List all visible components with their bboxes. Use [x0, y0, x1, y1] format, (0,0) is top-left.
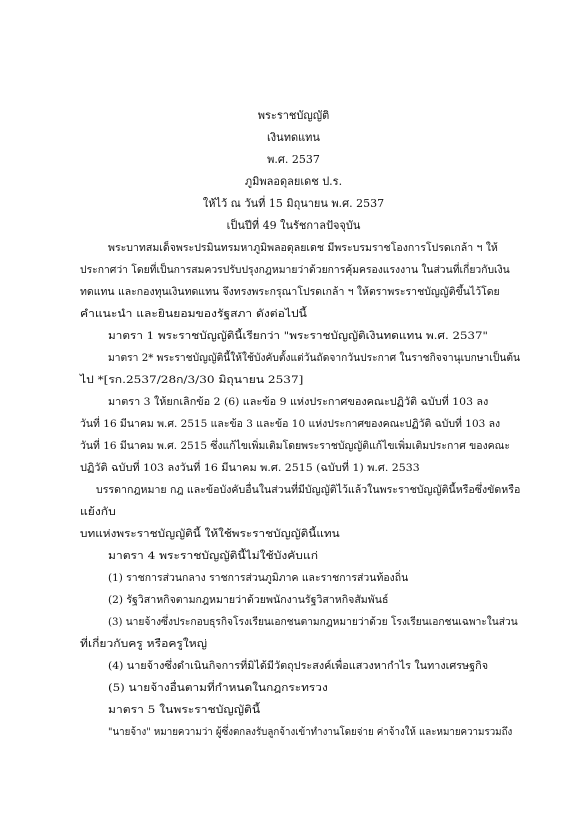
body-line: (5) นายจ้างอื่นตามที่กำหนดในกฎกระทรวง [108, 682, 328, 694]
body-line: ที่เกี่ยวกับครู หรือครูใหญ่ [80, 638, 208, 650]
body-line: วันที่ 16 มีนาคม พ.ศ. 2515 และข้อ 3 และข้อ 10 แห่งประกาศของคณะปฏิวัติ ฉบับที่ 103 ลง [80, 418, 501, 430]
body-line: บรรดากฎหมาย กฎ และข้อบังคับอื่นในส่วนที่มีบัญญัติไว้แล้วในพระราชบัญญัตินี้หรือซึ่งขัดหรือ [96, 484, 521, 496]
body-line: มาตรา 5 ในพระราชบัญญัตินี้ [108, 704, 261, 716]
body-line: (3) นายจ้างซึ่งประกอบธุรกิจโรงเรียนเอกชนตามกฎหมายว่าด้วย โรงเรียนเอกชนเฉพาะในส่วน [108, 616, 518, 628]
body-line: พระบาทสมเด็จพระปรมินทรมหาภูมิพลอดุลยเดช มีพระบรมราชโองการโปรดเกล้า ฯ ให้ [108, 242, 498, 254]
body-line: บทแห่งพระราชบัญญัตินี้ ให้ใช้พระราชบัญญัตินี้แทน [80, 528, 340, 540]
body-line: ทดแทน และกองทุนเงินทดแทน จึงทรงพระกรุณาโปรดเกล้า ฯ ให้ตราพระราชบัญญัติขึ้นไว้โดย [80, 286, 500, 298]
body-line: วันที่ 16 มีนาคม พ.ศ. 2515 ซึ่งแก้ไขเพิ่มเติมโดยพระราชบัญญัติแก้ไขเพิ่มเติมประกาศ ของคณะ [80, 440, 510, 452]
given-date: ให้ไว้ ณ วันที่ 15 มิถุนายน พ.ศ. 2537 [202, 197, 385, 210]
body-line: มาตรา 4 พระราชบัญญัตินี้ไม่ใช้บังคับแก่ [108, 550, 319, 562]
body-line: (4) นายจ้างซึ่งดำเนินกิจการที่มิได้มีวัตถุประสงค์เพื่อแสวงหากำไร ในทางเศรษฐกิจ [108, 660, 489, 672]
body-line: มาตรา 3 ให้ยกเลิกข้อ 2 (6) และข้อ 9 แห่งประกาศของคณะปฏิวัติ ฉบับที่ 103 ลง [108, 396, 489, 408]
body-line: ปฏิวัติ ฉบับที่ 103 ลงวันที่ 16 มีนาคม พ.ศ. 2515 (ฉบับที่ 1) พ.ศ. 2533 [80, 462, 420, 474]
body-line: ประกาศว่า โดยที่เป็นการสมควรปรับปรุงกฎหมายว่าด้วยการคุ้มครองแรงงาน ในส่วนที่เกี่ยวกับเงิน [80, 264, 510, 276]
reign-year: เป็นปีที่ 49 ในรัชกาลปัจจุบัน [226, 219, 361, 232]
body-line: (2) รัฐวิสาหกิจตามกฎหมายว่าด้วยพนักงานรัฐวิสาหกิจสัมพันธ์ [108, 594, 389, 606]
document-year: พ.ศ. 2537 [267, 153, 320, 166]
body-line: มาตรา 1 พระราชบัญญัตินี้เรียกว่า "พระราชบัญญัติเงินทดแทน พ.ศ. 2537" [108, 330, 488, 342]
body-line: (1) ราชการส่วนกลาง ราชการส่วนภูมิภาค และราชการส่วนท้องถิ่น [108, 572, 409, 584]
body-line: มาตรา 2* พระราชบัญญัตินี้ให้ใช้บังคับตั้งแต่วันถัดจากวันประกาศ ในราชกิจจานุเบกษาเป็นต้น [108, 352, 520, 364]
body-line: แย้งกับ [80, 506, 116, 518]
body-line: ไป *[รก.2537/28ก/3/30 มิถุนายน 2537] [80, 374, 304, 386]
document-subtitle: เงินทดแทน [267, 131, 320, 144]
king-name: ภูมิพลอดุลยเดช ป.ร. [244, 175, 343, 188]
body-line: "นายจ้าง" หมายความว่า ผู้ซึ่งตกลงรับลูกจ้างเข้าทำงานโดยจ่าย ค่าจ้างให้ และหมายความรวมถึง [108, 726, 513, 738]
document-title: พระราชบัญญัติ [257, 109, 330, 122]
body-line: คำแนะนำ และยินยอมของรัฐสภา ดังต่อไปนี้ [80, 308, 307, 320]
